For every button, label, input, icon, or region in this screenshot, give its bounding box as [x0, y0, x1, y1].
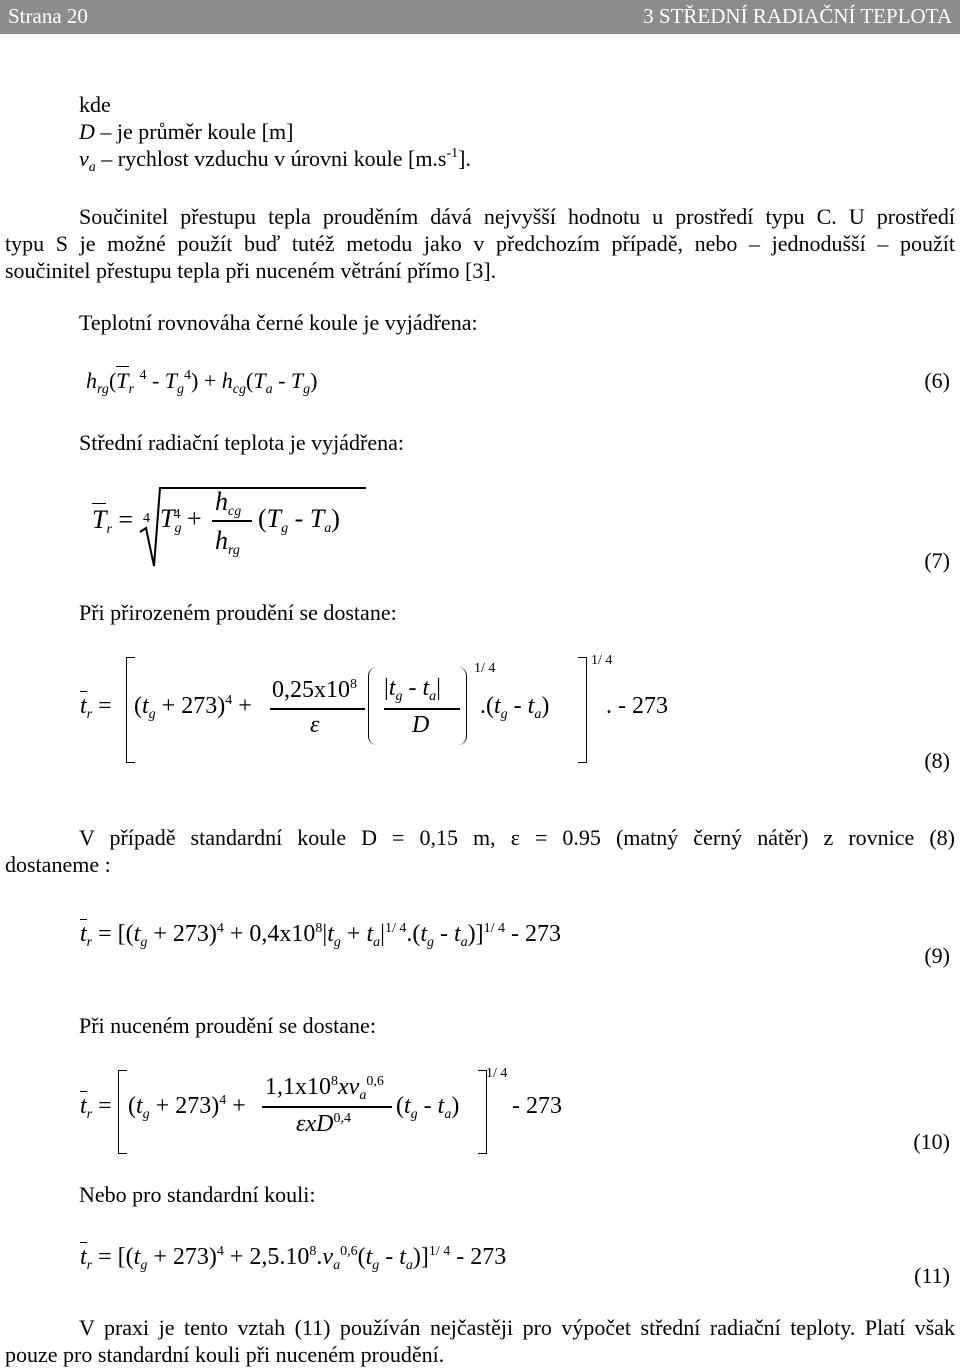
- where-item-d: D – je průměr koule [m]: [79, 119, 294, 144]
- paragraph-line: V případě standardní koule D = 0,15 m, ε = 0.95 (matný černý nátěr) z rovnice (8): [79, 825, 955, 850]
- page-header: [0, 0, 960, 34]
- page-number: Strana 20: [8, 4, 88, 28]
- paragraph-line: V praxi je tento vztah (11) používán nejčastěji pro výpočet střední radiační teploty. Platí však: [79, 1315, 955, 1340]
- equation-number: (8): [924, 748, 950, 773]
- paragraph-line: dostaneme :: [5, 852, 111, 877]
- where-label: kde: [79, 92, 111, 117]
- equation-number: (9): [924, 943, 950, 968]
- equation-number: (6): [924, 368, 950, 393]
- paragraph-mrt: Střední radiační teplota je vyjádřena:: [79, 430, 404, 455]
- chapter-title: 3 STŘEDNÍ RADIAČNÍ TEPLOTA: [643, 4, 952, 28]
- paragraph-standard-sphere: Nebo pro standardní kouli:: [79, 1182, 316, 1207]
- paragraph-balance: Teplotní rovnováha černé koule je vyjádřena:: [79, 310, 478, 335]
- where-item-va: $v_a$ – rychlost vzduchu v úrovni koule $[m.s^{-1}]$.: [79, 146, 471, 175]
- equation-6: $h_{rg}(T_r$ $^4 - T_g^4) + h_{cg}(T_a - T_g)$: [86, 368, 318, 397]
- paragraph-line: pouze pro standardní kouli při nuceném proudění.: [5, 1342, 445, 1367]
- paragraph-line: typu S je možné použít buď tutéž metodu jako v předchozím případě, nebo – jednodušší – použít: [5, 231, 955, 256]
- paragraph-natural: Při přirozeném proudění se dostane:: [79, 600, 397, 625]
- equation-number: (10): [913, 1129, 950, 1154]
- paragraph-line: součinitel přestupu tepla při nuceném větrání přímo [3].: [5, 258, 497, 283]
- paragraph-forced: Při nuceném proudění se dostane:: [79, 1013, 376, 1038]
- equation-number: (7): [924, 548, 950, 573]
- paragraph-line: Součinitel přestupu tepla prouděním dává nejvyšší hodnotu u prostředí typu C. U prostředí: [79, 204, 955, 229]
- equation-number: (11): [914, 1263, 950, 1288]
